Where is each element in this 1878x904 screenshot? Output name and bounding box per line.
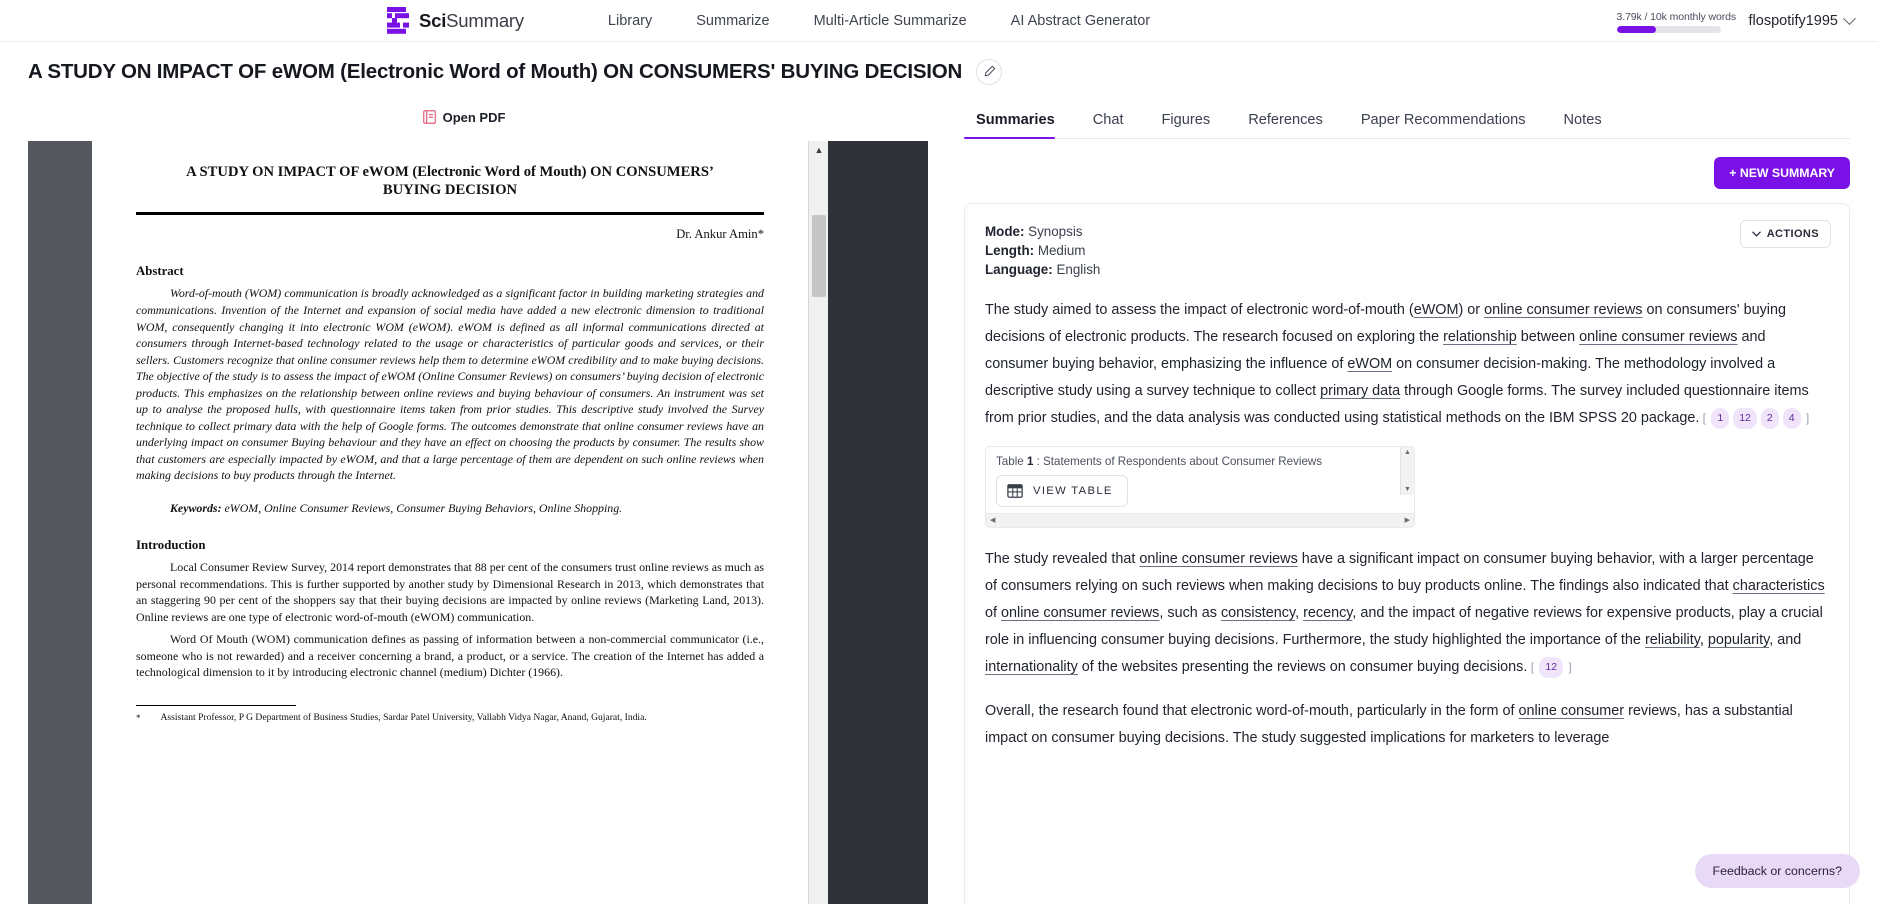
- account-menu[interactable]: [1749, 13, 1854, 29]
- p2-seg9: of the websites presenting the reviews on consumer buying decisions.: [1077, 658, 1528, 675]
- open-pdf-label: Open PDF: [442, 109, 506, 125]
- table-grid-icon: [1007, 483, 1023, 499]
- main-content: [0, 101, 1878, 904]
- p2-link-characteristics[interactable]: characteristics: [1732, 577, 1825, 594]
- tab-notes[interactable]: Notes: [1563, 112, 1602, 128]
- p2-seg1: The study revealed that: [985, 550, 1140, 567]
- scroll-right-arrow-icon[interactable]: ▶: [1404, 517, 1410, 525]
- nav-link-multi-article[interactable]: Multi-Article Summarize: [813, 12, 967, 29]
- view-table-label: VIEW TABLE: [1033, 484, 1113, 497]
- pdf-keywords-label: Keywords:: [170, 501, 222, 516]
- pencil-icon: [983, 65, 996, 78]
- p3-seg2: reviews, has a substantial impact on consumer buying decisions. The study suggested implications for marketers to leverage: [985, 703, 1793, 747]
- account-name: flospotify1995: [1748, 13, 1838, 29]
- scroll-up-arrow-icon[interactable]: ▲: [1404, 448, 1411, 456]
- view-table-button[interactable]: [996, 475, 1128, 507]
- p1-seg3: on consumers' buying decisions of electronic products. The research focused on exploring the: [985, 302, 1787, 346]
- tab-chat[interactable]: Chat: [1092, 112, 1124, 128]
- actions-button[interactable]: [1740, 220, 1831, 248]
- pdf-footnote: [136, 712, 764, 725]
- pdf-page: [92, 141, 808, 904]
- table-horizontal-scrollbar[interactable]: [986, 513, 1414, 527]
- p2-seg6: , and the impact of negative reviews for expensive products, play a crucial role in influencing consumer buying decisions. Furthermore, the study highlighted the importance of the: [985, 604, 1823, 648]
- p2-link-recency[interactable]: recency: [1303, 604, 1353, 621]
- open-pdf-button[interactable]: [423, 110, 506, 125]
- word-usage-track: [1617, 26, 1721, 33]
- scroll-up-arrow-icon[interactable]: ▲: [814, 144, 824, 155]
- nav-link-library[interactable]: Library: [607, 12, 653, 29]
- p1-link-online-consumer-reviews[interactable]: online consumer reviews: [1484, 302, 1643, 319]
- pdf-intro-paragraph-1: Local Consumer Review Survey, 2014 report demonstrates that 88 per cent of the consumers trust online reviews as much as personal recommendations. This is further supported by another study by Dimensional Research in 2013, which demonstrates that an staggering 90 per cent of the shoppers say that their buying decisions are impacted by online reviews (Marketing Land, 2013). Online reviews are one type of electronic word-of-mouth (eWOM) communication.: [136, 560, 764, 624]
- summary-pane: [928, 101, 1878, 904]
- pdf-paper-title: A STUDY ON IMPACT OF eWOM (Electronic Word of Mouth) ON CONSUMERS’ BUYING DECISION: [186, 164, 714, 199]
- pdf-keywords: [136, 501, 764, 516]
- chevron-down-icon: [1843, 12, 1856, 25]
- pdf-title-divider: [136, 212, 764, 215]
- brand-name-bold: Sci: [419, 9, 447, 31]
- p1-link-relationship[interactable]: relationship: [1443, 329, 1517, 346]
- p2-link-popularity[interactable]: popularity: [1707, 631, 1770, 648]
- p1-link-primary-data[interactable]: primary data: [1320, 382, 1401, 399]
- tab-references[interactable]: References: [1248, 112, 1323, 128]
- summary-meta-length-label: Length:: [985, 243, 1035, 259]
- table-caption-suffix: : Statements of Respondents about Consumer Reviews: [1033, 454, 1323, 468]
- pdf-viewer[interactable]: [28, 141, 928, 904]
- summary-meta-length-value: Medium: [1037, 243, 1086, 259]
- nav-link-ai-abstract[interactable]: AI Abstract Generator: [1010, 12, 1151, 29]
- table-caption: [996, 455, 1404, 468]
- pdf-footnote-marker: *: [136, 712, 141, 723]
- tab-figures[interactable]: Figures: [1161, 112, 1211, 128]
- chevron-down-icon: [1752, 231, 1761, 237]
- primary-nav-links: [586, 13, 1172, 29]
- summary-meta-mode: [985, 222, 1829, 241]
- actions-label: ACTIONS: [1766, 228, 1819, 240]
- pdf-abstract-text: Word-of-mouth (WOM) communication is broadly acknowledged as a significant factor in building marketing strategies and communications. Invention of the Internet and expansion of social media have added a new electronic dimension to traditional WOM, consequently changing it into electronic WOM (eWOM). eWOM is defined as all informal communications directed at consumers through Internet-based technology related to the usage or characteristics of particular goods and services, or their sellers. Customers recognize that online consumer reviews help them to determine eWOM credibility and to make buying decisions. The objective of the study is to assess the impact of eWOM (Online Consumer Reviews) on consumers’ buying decision of electronic products. This emphasizes on the relationship between online reviews and buying behaviour of consumers. An instrument was set up to analyse the proposed hulls, with questionnaire items taken from prior studies. This descriptive study involved the Survey technique to collect primary data with the help of Google forms. The outcomes demonstrate that online consumer reviews have an underlying impact on consumer Buying behaviour and they have an effect on choosing the products by consumer. The results show that customers are especially impacted by eWOM, and that a large percentage of them are dependent on such online reviews when making decisions to buy products through the Internet.: [136, 286, 764, 483]
- table-caption-prefix: Table: [996, 454, 1027, 468]
- word-usage-label: 3.79k / 10k monthly words: [1616, 11, 1736, 23]
- summary-paragraph-3: [985, 698, 1829, 752]
- citation-group-2: [ 12 ]: [1527, 660, 1571, 674]
- p2-seg8: , and: [1769, 631, 1802, 648]
- p2-seg4: , such as: [1159, 604, 1221, 621]
- table-vertical-scrollbar[interactable]: [1400, 447, 1414, 495]
- brand-logo[interactable]: [386, 7, 524, 34]
- top-right-cluster: [1617, 0, 1854, 42]
- brand-name-light: Summary: [446, 9, 524, 31]
- summary-meta: [985, 222, 1829, 279]
- summary-tabs: [964, 101, 1850, 139]
- p1-seg2: ) or: [1458, 302, 1485, 319]
- p2-seg3: of: [985, 604, 1001, 621]
- summary-meta-language: [985, 260, 1829, 279]
- p2-seg7: ,: [1699, 631, 1708, 648]
- p1-seg6: on consumer decision-making. The methodology involved a descriptive study using a survey technique to collect: [985, 355, 1776, 399]
- p2-seg2: have a significant impact on consumer buying behavior, with a larger percentage of consumers relying on such reviews when making decisions to buy products online. The findings also indicated that: [985, 550, 1814, 594]
- tab-summaries[interactable]: Summaries: [964, 112, 1067, 138]
- pdf-scrollbar-thumb[interactable]: [812, 215, 826, 297]
- word-usage-fill: [1617, 26, 1657, 33]
- p1-link-ewom[interactable]: eWOM: [1413, 302, 1459, 319]
- citation-chip[interactable]: 12: [1539, 657, 1563, 679]
- scisummary-logo-icon: [386, 7, 410, 34]
- new-summary-row: [964, 157, 1850, 189]
- p3-link-online-consumer[interactable]: online consumer: [1518, 703, 1625, 720]
- new-summary-button[interactable]: + NEW SUMMARY: [1714, 157, 1850, 189]
- pdf-vertical-scrollbar[interactable]: [808, 141, 828, 904]
- summary-meta-mode-value: Synopsis: [1028, 224, 1083, 239]
- table-caption-number: 1: [1026, 454, 1034, 468]
- pdf-file-icon: [423, 110, 436, 124]
- pdf-intro-paragraph-2: Word Of Mouth (WOM) communication defines as passing of information between a non-commercial communicator (i.e., someone who is not rewarded) and a receiver concerning a brand, a product, or a service. The creation of the Internet has added a technological dimension to it by introducing electronic channel (medium) Dichter (1966).: [136, 632, 764, 680]
- p2-link-online-consumer-reviews-2[interactable]: online consumer reviews: [1001, 604, 1160, 621]
- p2-link-consistency[interactable]: consistency: [1220, 604, 1296, 621]
- word-usage-meter: [1616, 9, 1736, 33]
- pdf-footnote-divider: [136, 705, 296, 706]
- scroll-down-arrow-icon[interactable]: ▼: [1404, 485, 1411, 493]
- pdf-author: Dr. Ankur Amin*: [676, 227, 764, 242]
- p3-seg1: Overall, the research found that electronic word-of-mouth, particularly in the form of: [985, 703, 1519, 720]
- brand-wordmark: [419, 10, 524, 32]
- open-pdf-row: [28, 101, 928, 133]
- summary-card: [964, 203, 1850, 904]
- p2-link-online-consumer-reviews[interactable]: online consumer reviews: [1139, 550, 1298, 567]
- citation-chip[interactable]: 2: [1761, 408, 1779, 430]
- summary-paragraph-2: [985, 546, 1829, 681]
- summary-meta-language-value: English: [1056, 262, 1101, 278]
- table-widget: [985, 446, 1415, 528]
- top-navigation-bar: [0, 0, 1878, 42]
- p1-link-ewom-2[interactable]: eWOM: [1347, 355, 1393, 372]
- p1-seg4: between: [1516, 329, 1580, 346]
- page-title: A STUDY ON IMPACT OF eWOM (Electronic Word of Mouth) ON CONSUMERS' BUYING DECISION: [28, 59, 963, 83]
- summary-paragraph-1: [985, 297, 1829, 432]
- pdf-footnote-text: Assistant Professor, P G Department of Business Studies, Sardar Patel University, Vallabh Vidya Nagar, Anand, Gujarat, India.: [160, 711, 647, 723]
- pdf-abstract-heading: Abstract: [136, 264, 184, 279]
- citation-chip[interactable]: 4: [1783, 408, 1801, 430]
- citation-group-1: [ 1 12 2 4 ]: [1699, 411, 1809, 425]
- scroll-left-arrow-icon[interactable]: ◀: [990, 517, 996, 525]
- summary-meta-language-label: Language:: [985, 262, 1053, 278]
- p1-link-online-consumer-reviews-2[interactable]: online consumer reviews: [1579, 329, 1738, 346]
- citation-chip[interactable]: 1: [1711, 408, 1729, 430]
- summary-meta-length: [985, 241, 1829, 260]
- document-title-row: [0, 42, 1878, 101]
- feedback-button[interactable]: Feedback or concerns?: [1695, 854, 1861, 888]
- citation-chip[interactable]: 12: [1733, 408, 1757, 430]
- p2-link-reliability[interactable]: reliability: [1644, 631, 1700, 648]
- p2-link-internationality[interactable]: internationality: [985, 658, 1078, 675]
- p1-seg5: and consumer buying behavior, emphasizing the influence of: [985, 329, 1766, 372]
- pdf-intro-heading: Introduction: [136, 538, 206, 553]
- pdf-pane: [0, 101, 928, 904]
- p2-seg5: ,: [1295, 604, 1304, 621]
- summary-meta-mode-label: Mode:: [985, 224, 1025, 239]
- tab-paper-recommendations[interactable]: Paper Recommendations: [1360, 112, 1526, 128]
- edit-title-button[interactable]: [976, 59, 1002, 85]
- pdf-keywords-value: eWOM, Online Consumer Reviews, Consumer Buying Behaviors, Online Shopping.: [224, 501, 623, 516]
- p1-seg7: through Google forms. The survey included questionnaire items from prior studies, and the data analysis was conducted using statistical methods on the IBM SPSS 20 package.: [985, 382, 1809, 426]
- nav-link-summarize[interactable]: Summarize: [696, 12, 770, 29]
- p1-seg1: The study aimed to assess the impact of electronic word-of-mouth (: [985, 302, 1414, 319]
- pdf-viewer-left-gutter: [28, 141, 92, 904]
